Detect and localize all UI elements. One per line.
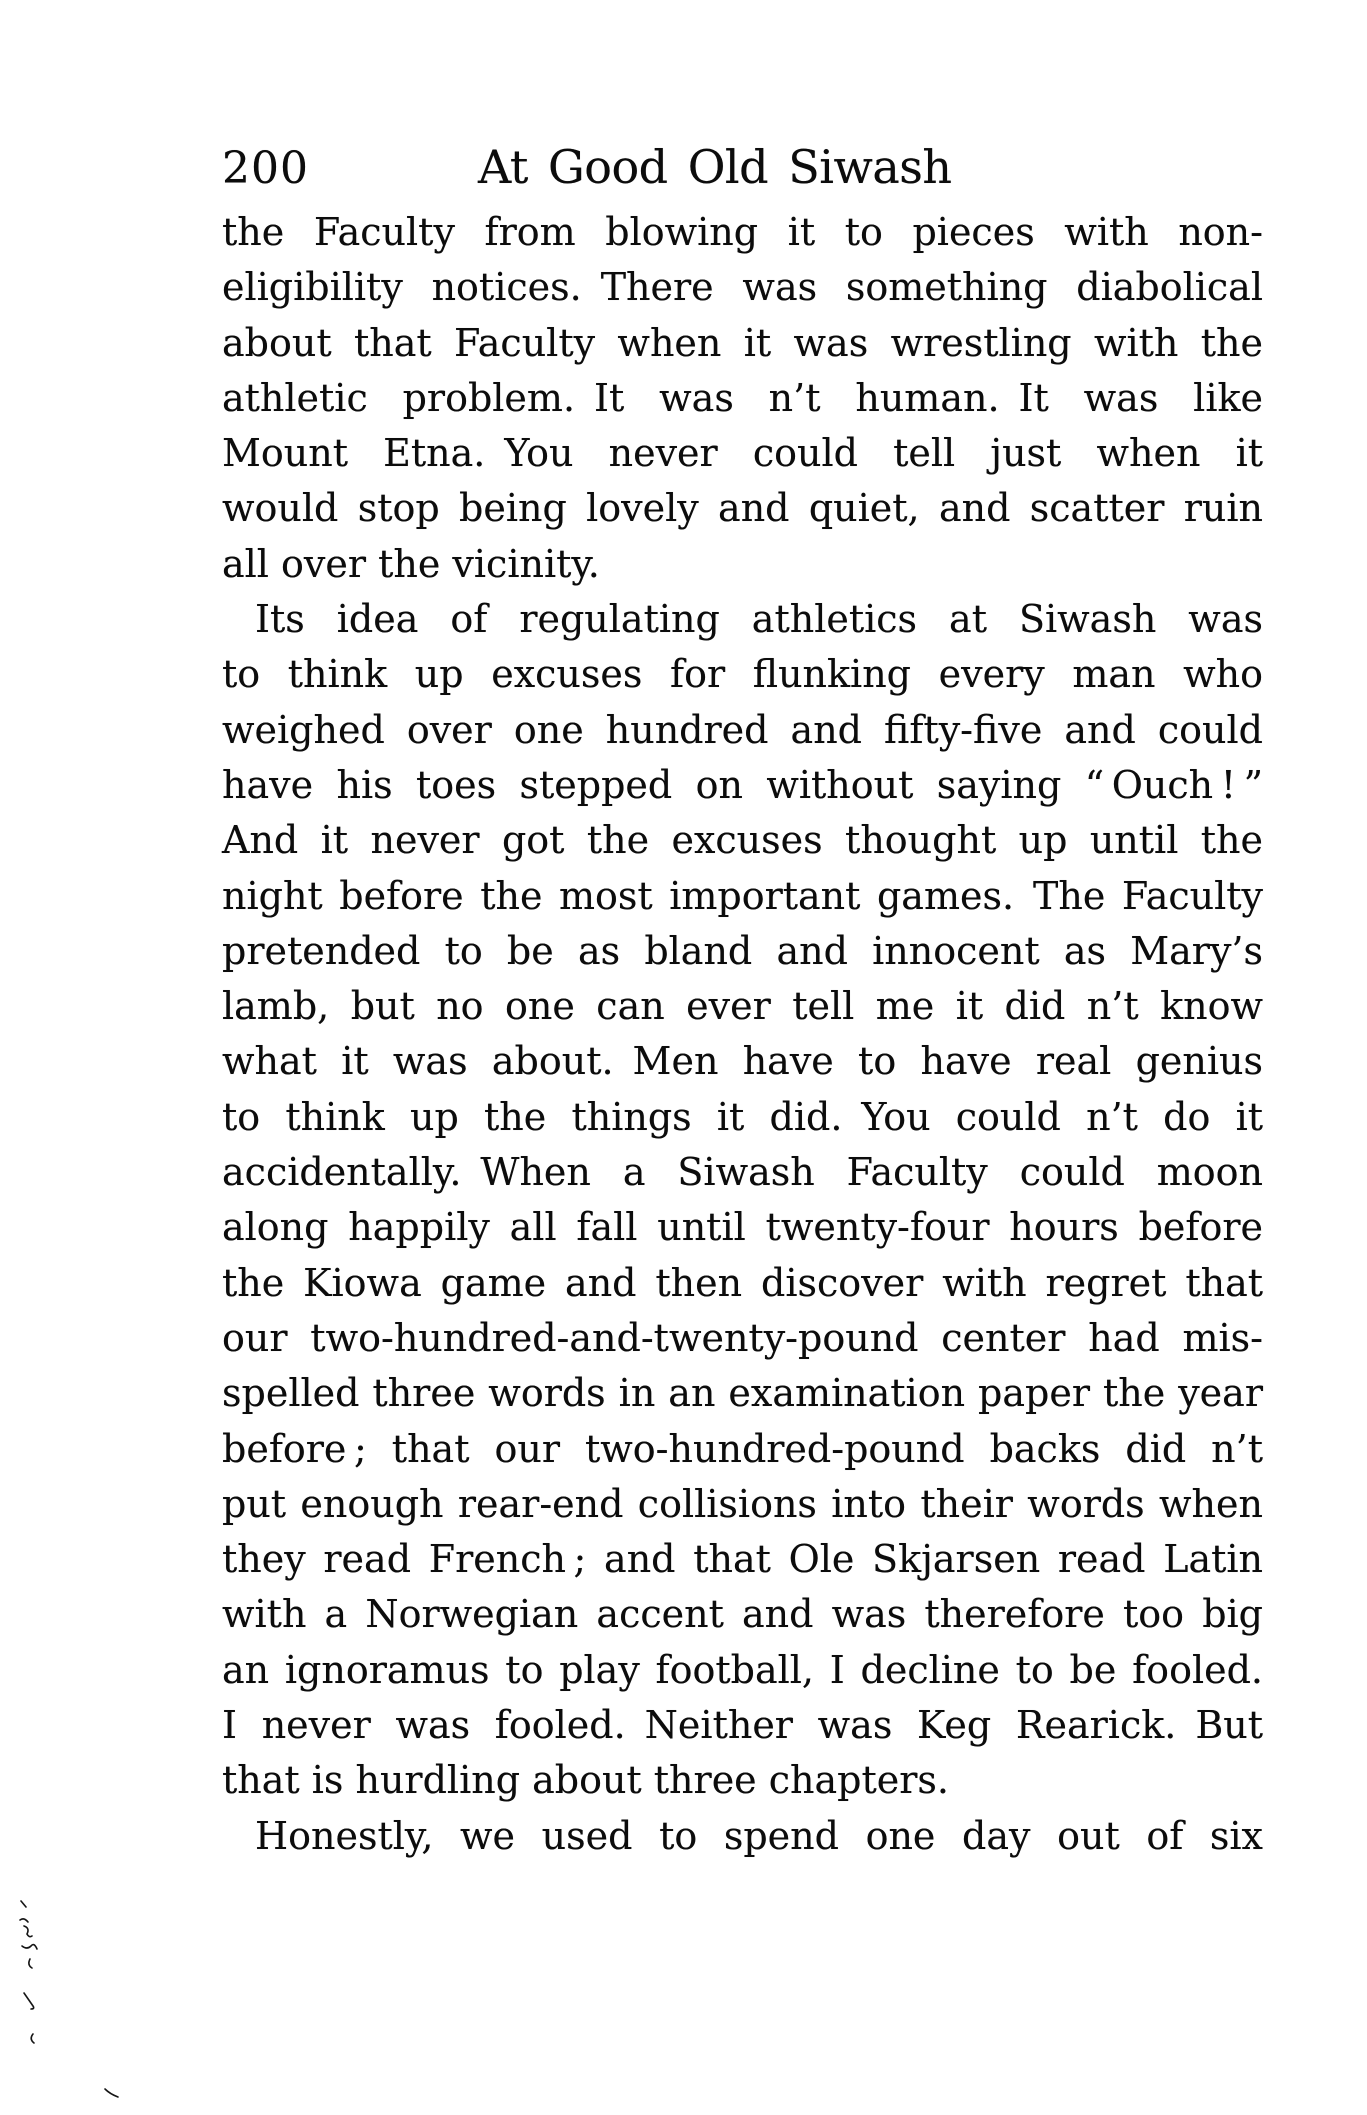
- text-line: to think up the things it did. You could n’t do it: [222, 1094, 1263, 1139]
- text-line: before ; that our two-hundred-pound backs did n’t: [222, 1426, 1263, 1471]
- text-line: Honestly, we used to spend one day out of six: [255, 1813, 1263, 1858]
- text-line: an ignoramus to play football, I decline to be fooled.: [222, 1647, 1263, 1692]
- text-line: about that Faculty when it was wrestling with the: [222, 320, 1263, 365]
- text-line: put enough rear-end collisions into their words when: [222, 1481, 1263, 1526]
- body-text: [222, 205, 1263, 1864]
- text-line: accidentally. When a Siwash Faculty could moon: [222, 1150, 1263, 1195]
- text-line: our two-hundred-and-twenty-pound center had mis-: [222, 1315, 1263, 1360]
- ink-marks: [0, 1880, 160, 2115]
- page-header: [222, 140, 1263, 192]
- text-line: spelled three words in an examination paper the year: [222, 1371, 1263, 1416]
- text-line: Mount Etna. You never could tell just when it: [222, 431, 1263, 476]
- text-line: night before the most important games. The Faculty: [222, 873, 1263, 918]
- text-line: athletic problem. It was n’t human. It was like: [222, 375, 1263, 420]
- text-line: And it never got the excuses thought up until the: [222, 818, 1263, 863]
- text-line: have his toes stepped on without saying “ Ouch ! ”: [222, 762, 1263, 807]
- running-head: At Good Old Siwash: [478, 140, 952, 194]
- text-line: they read French ; and that Ole Skjarsen read Latin: [222, 1537, 1263, 1582]
- text-line: Its idea of regulating athletics at Siwash was: [255, 597, 1263, 642]
- text-line: that is hurdling about three chapters.: [222, 1758, 949, 1803]
- text-line: weighed over one hundred and fifty-five and could: [222, 707, 1263, 752]
- text-line: with a Norwegian accent and was therefore too big: [222, 1592, 1263, 1637]
- page-number: 200: [222, 143, 309, 194]
- text-line: what it was about. Men have to have real genius: [222, 1039, 1263, 1084]
- text-line: along happily all fall until twenty-four hours before: [222, 1205, 1263, 1250]
- text-line: the Kiowa game and then discover with regret that: [222, 1260, 1263, 1305]
- text-line: to think up excuses for flunking every man who: [222, 652, 1263, 697]
- text-line: all over the vicinity.: [222, 541, 600, 586]
- text-line: the Faculty from blowing it to pieces with non-: [222, 210, 1263, 254]
- text-line: lamb, but no one can ever tell me it did n’t know: [222, 984, 1263, 1029]
- text-line: would stop being lovely and quiet, and scatter ruin: [222, 486, 1263, 531]
- text-line: eligibility notices. There was something diabolical: [222, 265, 1263, 310]
- text-line: I never was fooled. Neither was Keg Rearick. But: [222, 1703, 1263, 1748]
- text-line: pretended to be as bland and innocent as Mary’s: [222, 928, 1263, 973]
